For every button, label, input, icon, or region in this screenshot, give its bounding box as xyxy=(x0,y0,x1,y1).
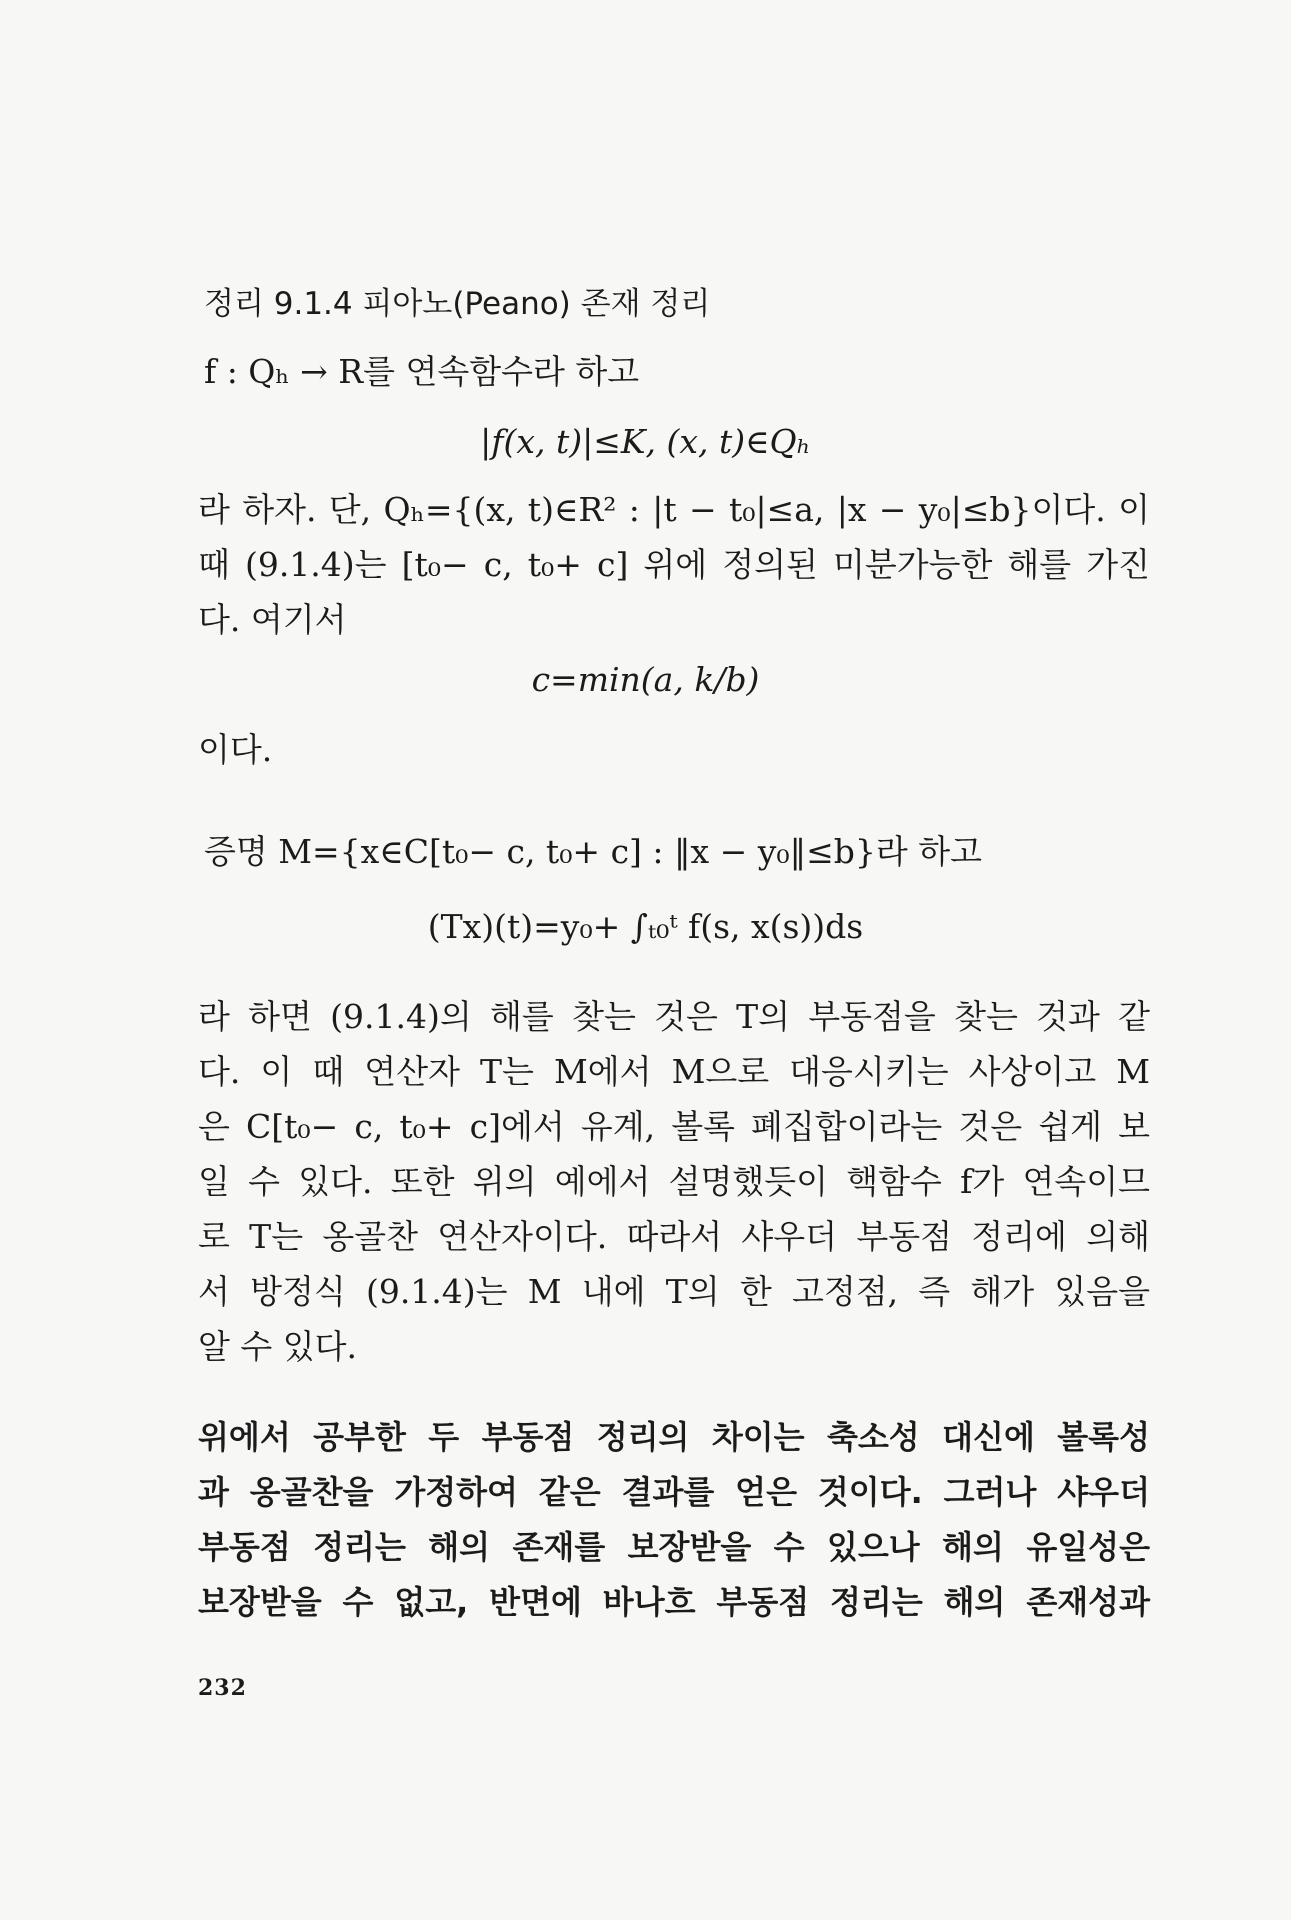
text-line: 알 수 있다. xyxy=(198,1327,357,1366)
display-equation-operator: (Tx)(t)=y₀+ ∫ₜ₀ᵗ f(s, x(s))ds xyxy=(427,907,864,946)
text-line: 은 C[t₀− c, t₀+ c]에서 유계, 볼록 폐집합이라는 것은 쉽게 보 xyxy=(198,1107,1150,1146)
text-line: 라 하면 (9.1.4)의 해를 찾는 것은 T의 부동점을 찾는 것과 같 xyxy=(198,997,1150,1036)
text-line: 이다. xyxy=(198,730,273,769)
text-line: 일 수 있다. 또한 위의 예에서 설명했듯이 핵함수 f가 연속이므 xyxy=(198,1162,1150,1201)
page-number: 232 xyxy=(198,1675,247,1701)
summary-line: 과 옹골찬을 가정하여 같은 결과를 얻은 것이다. 그러나 샤우더 xyxy=(198,1473,1150,1511)
display-equation-bound: |f(x, t)|≤K, (x, t)∈Qₕ xyxy=(480,422,811,461)
summary-line: 보장받을 수 없고, 반면에 바나흐 부동점 정리는 해의 존재성과 xyxy=(198,1583,1150,1621)
text-line: 다. 여기서 xyxy=(198,600,347,639)
text-line: 다. 이 때 연산자 T는 M에서 M으로 대응시키는 사상이고 M xyxy=(198,1052,1150,1091)
theorem-statement: f : Qₕ → R를 연속함수라 하고 xyxy=(204,352,640,391)
text-line: 로 T는 옹골찬 연산자이다. 따라서 샤우더 부동점 정리에 의해 xyxy=(198,1217,1150,1256)
text-line: 서 방정식 (9.1.4)는 M 내에 T의 한 고정점, 즉 해가 있음을 xyxy=(198,1272,1150,1311)
proof-start: 증명 M={x∈C[t₀− c, t₀+ c] : ‖x − y₀‖≤b}라 하고 xyxy=(204,832,983,871)
display-equation-c: c=min(a, k/b) xyxy=(531,660,760,699)
theorem-title: 정리 9.1.4 피아노(Peano) 존재 정리 xyxy=(204,286,711,322)
text-line: 라 하자. 단, Qₕ={(x, t)∈R² : |t − t₀|≤a, |x − y₀|≤b}이다. 이 xyxy=(198,490,1150,529)
summary-line: 위에서 공부한 두 부동점 정리의 차이는 축소성 대신에 볼록성 xyxy=(198,1418,1150,1456)
text-line: 때 (9.1.4)는 [t₀− c, t₀+ c] 위에 정의된 미분가능한 해를 가진 xyxy=(198,545,1150,584)
summary-line: 부동점 정리는 해의 존재를 보장받을 수 있으나 해의 유일성은 xyxy=(198,1528,1150,1566)
